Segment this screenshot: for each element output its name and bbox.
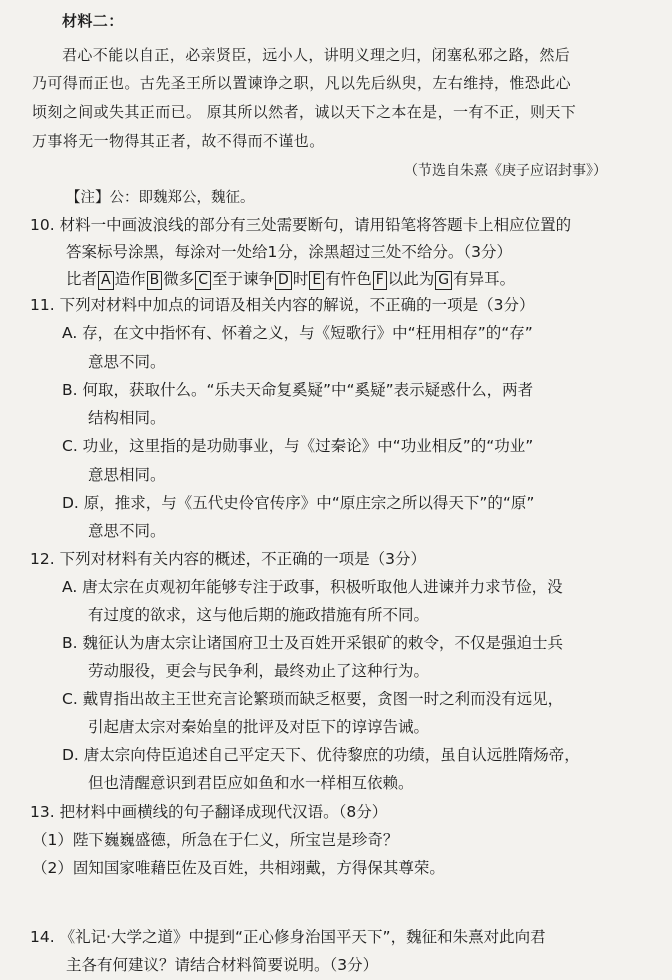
answer-box-a: A — [98, 271, 114, 290]
q10-segment-row — [66, 268, 515, 290]
q11-stem: 11. 下列对材料中加点的词语及相关内容的解说，不正确的一项是（3分） — [30, 296, 535, 314]
note-annotation: 【注】公：即魏郑公，魏征。 — [66, 190, 255, 206]
q12-option-d-line-2: 但也清醒意识到君臣应如鱼和水一样相互依赖。 — [88, 774, 414, 792]
q12-stem: 12. 下列对材料有关内容的概述，不正确的一项是（3分） — [30, 550, 426, 568]
material2-line-3: 顷刻之间或失其正而已。 原其所以然者，诚以天下之本在是，一有不正，则天下 — [32, 103, 577, 121]
q13-item-2: （2）固知国家唯藉臣佐及百姓，共相翊戴，方得保其尊荣。 — [32, 859, 445, 877]
q12-option-b-line-1: B. 魏征认为唐太宗让诸国府卫士及百姓开采银矿的敕令，不仅是强迫士兵 — [62, 634, 563, 652]
answer-box-c: C — [195, 271, 211, 290]
answer-box-g: G — [435, 271, 452, 290]
q12-option-b-line-2: 劳动服役，更会与民争利，最终劝止了这种行为。 — [88, 662, 430, 680]
material2-line-2: 乃可得而正也。古先圣王所以置谏诤之职，凡以先后纵臾，左右维持，惟恐此心 — [32, 74, 572, 92]
answer-box-d: D — [275, 271, 292, 290]
segment-text: 时 — [292, 270, 309, 288]
q12-option-a-line-2: 有过度的欲求，这与他后期的施政措施有所不同。 — [88, 606, 430, 624]
segment-text: 有忤色 — [325, 270, 372, 288]
answer-box-f: F — [373, 271, 387, 290]
q11-option-b-line-1: B. 何取，获取什么。“乐夫天命复奚疑”中“奚疑”表示疑惑什么，两者 — [62, 381, 534, 399]
q11-option-a-line-1: A. 存，在文中指怀有、怀着之义，与《短歌行》中“枉用相存”的“存” — [62, 324, 533, 342]
q12-option-d-line-1: D. 唐太宗向侍臣追述自己平定天下、优待黎庶的功绩，虽自认远胜隋炀帝， — [62, 746, 580, 764]
material2-source: （节选自朱熹《庚子应诏封事》） — [404, 163, 607, 179]
q11-option-c-line-1: C. 功业，这里指的是功勋事业，与《过秦论》中“功业相反”的“功业” — [62, 437, 534, 455]
answer-box-e: E — [309, 271, 324, 290]
material2-line-4: 万事将无一物得其正者，故不得而不谨也。 — [32, 132, 325, 150]
q14-line-2: 主各有何建议？请结合材料简要说明。（3分） — [66, 956, 379, 974]
segment-text: 微多 — [163, 270, 195, 288]
q11-option-b-line-2: 结构相同。 — [88, 409, 166, 427]
q14-line-1: 14. 《礼记·大学之道》中提到“正心修身治国平天下”，魏征和朱熹对此向君 — [30, 928, 546, 946]
segment-text: 造作 — [114, 270, 146, 288]
segment-text: 至于谏争 — [212, 270, 275, 288]
material2-heading: 材料二： — [62, 12, 124, 30]
q13-stem: 13. 把材料中画横线的句子翻译成现代汉语。（8分） — [30, 803, 388, 821]
q11-option-d-line-1: D. 原，推求，与《五代史伶官传序》中“原庄宗之所以得天下”的“原” — [62, 494, 535, 512]
segment-text: 有异耳。 — [453, 270, 516, 288]
q11-option-c-line-2: 意思相同。 — [88, 466, 166, 484]
q11-option-a-line-2: 意思不同。 — [88, 353, 166, 371]
material2-line-1: 君心不能以自正，必亲贤臣，远小人，讲明义理之归，闭塞私邪之路，然后 — [62, 46, 571, 64]
q10-line-1: 10. 材料一中画波浪线的部分有三处需要断句，请用铅笔将答题卡上相应位置的 — [30, 216, 572, 234]
q12-option-c-line-2: 引起唐太宗对秦始皇的批评及对臣下的谆谆告诫。 — [88, 718, 430, 736]
q13-item-1: （1）陛下巍巍盛德，所急在于仁义，所宝岂是珍奇？ — [32, 831, 399, 849]
answer-box-b: B — [147, 271, 163, 290]
q12-option-a-line-1: A. 唐太宗在贞观初年能够专注于政事，积极听取他人进谏并力求节俭，没 — [62, 578, 563, 596]
segment-text: 以此为 — [387, 270, 435, 288]
q11-option-d-line-2: 意思不同。 — [88, 522, 166, 540]
q12-option-c-line-1: C. 戴胄指出故主王世充言论繁琐而缺乏枢要，贪图一时之利而没有远见， — [62, 690, 564, 708]
segment-text: 比者 — [66, 270, 98, 288]
q10-line-2: 答案标号涂黑，每涂对一处给1分，涂黑超过三处不给分。（3分） — [66, 243, 512, 261]
